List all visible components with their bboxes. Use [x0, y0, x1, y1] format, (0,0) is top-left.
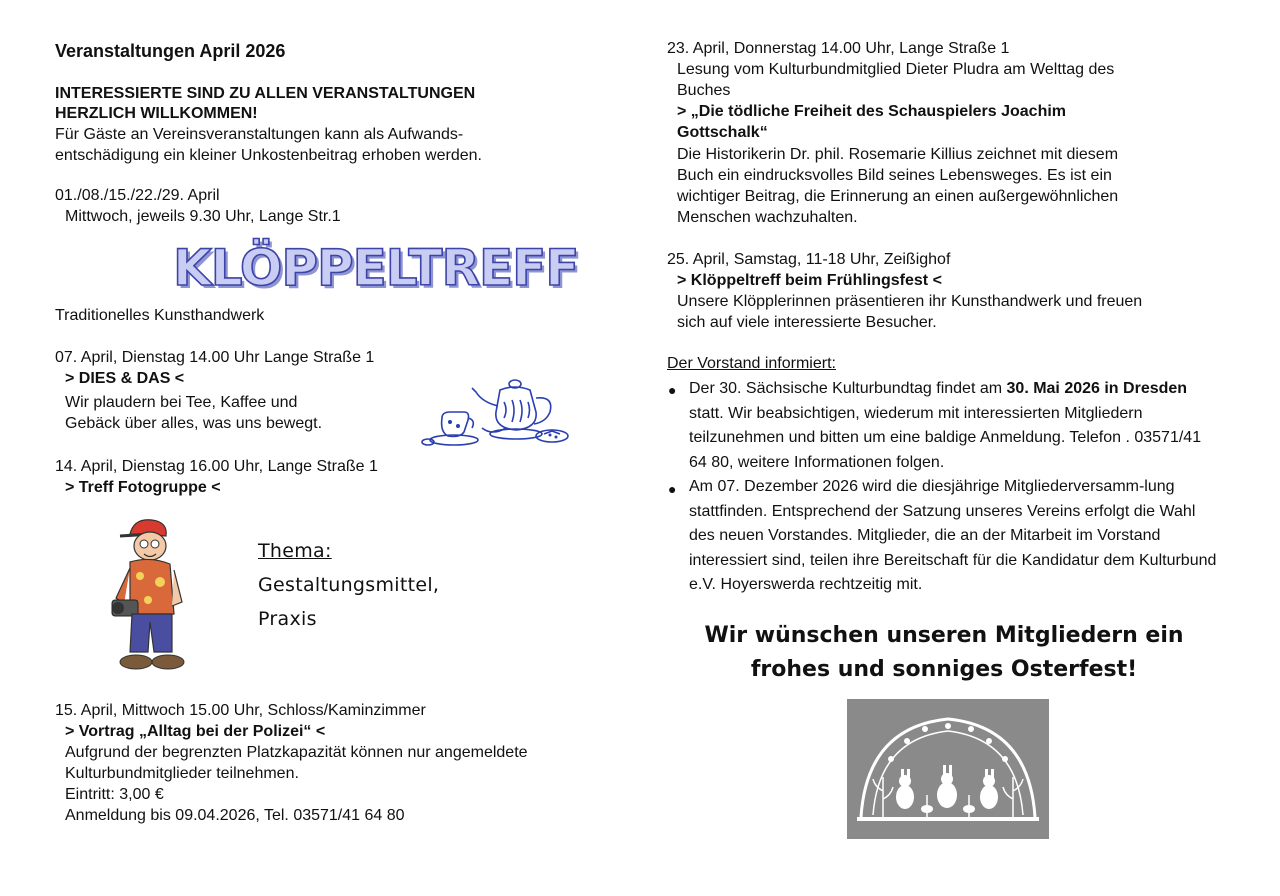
event2-desc-1: Wir plaudern bei Tee, Kaffee und	[65, 394, 298, 411]
photo-theme-label: Thema:	[258, 540, 332, 562]
event4-registration: Anmeldung bis 09.04.2026, Tel. 03571/41 64 80	[65, 807, 405, 824]
event6-time-place: 25. April, Samstag, 11-18 Uhr, Zeißighof	[667, 251, 951, 268]
event1-time-place: Mittwoch, jeweils 9.30 Uhr, Lange Str.1	[65, 208, 341, 225]
event5-time-place: 23. April, Donnerstag 14.00 Uhr, Lange Straße 1	[667, 40, 1010, 57]
page-title: Veranstaltungen April 2026	[55, 41, 286, 61]
greeting-line-2: frohes und sonniges Osterfest!	[750, 657, 1138, 682]
event2-title: > DIES & DAS <	[65, 370, 185, 387]
easter-papercut-image	[847, 699, 1049, 839]
guest-fee-line-1: Für Gäste an Vereinsveranstaltungen kann als Aufwands-	[55, 126, 464, 143]
event4-fee: Eintritt: 3,00 €	[65, 786, 164, 803]
kloeppeltreff-logo: KLÖPPELTREFF	[173, 239, 579, 297]
board-bullet-2: Am 07. Dezember 2026 wird die diesjährige Mitgliederversamm-lung stattfinden. Entsprechend der Satzung unseres Vereins erfolgt die Wahl des neuen Vorstandes. Mitglieder, die an der Mitarbeit im Vorstand interessiert sind, teilen ihre Bereitschaft für die Kandidatur dem Kulturbund e.V. Hoyerswerda rechtzeitig mit.	[689, 478, 1217, 593]
board-bullet-1	[689, 377, 1219, 475]
greeting-line-1: Wir wünschen unseren Mitgliedern ein	[704, 623, 1184, 648]
event4-desc-2: Kulturbundmitglieder teilnehmen.	[65, 765, 299, 782]
bullet-marker: ●	[668, 481, 677, 497]
board-heading: Der Vorstand informiert:	[667, 355, 836, 372]
bullet1-city: Dresden	[1123, 380, 1188, 397]
bullet1-date: 30. Mai 2026 in	[1006, 380, 1119, 397]
event2-time-place: 07. April, Dienstag 14.00 Uhr Lange Straße 1	[55, 349, 375, 366]
event1-description: Traditionelles Kunsthandwerk	[55, 307, 265, 324]
bullet1-text-end: statt. Wir beabsichtigen, wiederum mit interessierten Mitgliedern teilzunehmen und bitten um eine baldige Anmeldung. Telefon . 03571/41 64 80, weitere Informationen folgen.	[689, 404, 1202, 471]
event3-title: > Treff Fotogruppe <	[65, 479, 221, 496]
event5-desc-3: wichtiger Beitrag, die Erinnerung an einen außergewöhnlichen	[677, 188, 1119, 205]
bullet1-text-start: Der 30. Sächsische Kulturbundtag findet am	[689, 380, 1007, 397]
event2-desc-2: Gebäck über alles, was uns bewegt.	[65, 415, 323, 432]
bullet-marker: ●	[668, 382, 677, 398]
welcome-line-2: HERZLICH WILLKOMMEN!	[55, 105, 258, 122]
event5-line-1: Lesung vom Kulturbundmitglied Dieter Pludra am Welttag des	[677, 61, 1115, 78]
photo-theme-line-2: Praxis	[258, 608, 317, 630]
photo-theme-line-1: Gestaltungsmittel,	[258, 574, 440, 596]
event6-title: > Klöppeltreff beim Frühlingsfest <	[677, 272, 942, 289]
event5-line-2: Buches	[677, 82, 731, 99]
event4-desc-1: Aufgrund der begrenzten Platzkapazität können nur angemeldete	[65, 744, 528, 761]
tea-set-illustration	[420, 372, 570, 450]
event3-time-place: 14. April, Dienstag 16.00 Uhr, Lange Straße 1	[55, 458, 378, 475]
event5-desc-4: Menschen wachzuhalten.	[677, 209, 858, 226]
event1-dates: 01./08./15./22./29. April	[55, 187, 220, 204]
photographer-cartoon	[108, 512, 192, 680]
event5-desc-2: Buch ein eindrucksvolles Bild seines Lebensweges. Es ist ein	[677, 167, 1112, 184]
guest-fee-line-2: entschädigung ein kleiner Unkostenbeitrag erhoben werden.	[55, 147, 482, 164]
event6-desc-1: Unsere Klöpplerinnen präsentieren ihr Kunsthandwerk und freuen	[677, 293, 1143, 310]
event5-book-title-2: Gottschalk“	[677, 124, 768, 141]
event4-time-place: 15. April, Mittwoch 15.00 Uhr, Schloss/Kaminzimmer	[55, 702, 426, 719]
welcome-line-1: INTERESSIERTE SIND ZU ALLEN VERANSTALTUNGEN	[55, 85, 476, 102]
event5-book-title-1: > „Die tödliche Freiheit des Schauspielers Joachim	[677, 103, 1067, 120]
event5-desc-1: Die Historikerin Dr. phil. Rosemarie Killius zeichnet mit diesem	[677, 146, 1119, 163]
event6-desc-2: sich auf viele interessierte Besucher.	[677, 314, 937, 331]
event4-title: > Vortrag „Alltag bei der Polizei“ <	[65, 723, 326, 740]
